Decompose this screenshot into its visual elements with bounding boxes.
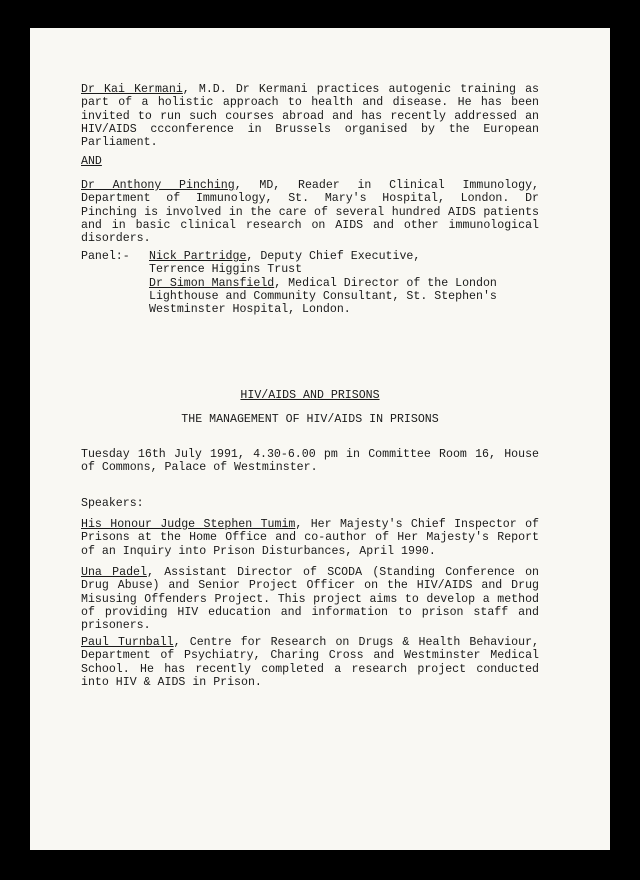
and-separator: AND — [81, 155, 102, 168]
panel-mansfield: Dr Simon Mansfield, Medical Director of the London — [149, 276, 497, 290]
section-title: HIV/AIDS AND PRISONS — [240, 389, 380, 402]
turnball-text: , Centre for Research on Drugs & Health Behaviour, Department of Psychiatry, Charing Cross and Westminster Medical School. He has recently completed a research project conducted into HIV & AIDS in Prison. — [81, 636, 539, 689]
panel-partridge-org: Terrence Higgins Trust — [149, 263, 303, 277]
panel-mansfield-line2: Lighthouse and Community Consultant, St. Stephen's — [149, 289, 497, 303]
padel-text: , Assistant Director of SCODA (Standing Conference on Drug Abuse) and Senior Project Officer on the HIV/AIDS and Drug Misusing Offenders Project. This project aims to develop a method of providing HIV education and information to prison staff and prisoners. — [81, 566, 539, 633]
turnball-bio — [81, 636, 539, 689]
document-page — [30, 28, 610, 850]
panel-partridge: Nick Partridge, Deputy Chief Executive, — [149, 250, 421, 263]
tumim-bio — [81, 518, 539, 558]
pinching-name: Dr Anthony Pinching — [81, 179, 235, 192]
panel-label: Panel:- — [81, 250, 130, 263]
section-subtitle: THE MANAGEMENT OF HIV/AIDS IN PRISONS — [181, 413, 439, 426]
tumim-text: , Her Majesty's Chief Inspector of Prisons at the Home Office and co-author of Her Majesty's Report of an Inquiry into Prison Disturbances, April 1990. — [81, 518, 539, 558]
turnball-name: Paul Turnball — [81, 636, 174, 649]
pinching-bio — [81, 179, 539, 245]
panel-mansfield-line3: Westminster Hospital, London. — [149, 303, 351, 317]
padel-bio — [81, 566, 539, 632]
pinching-text: , MD, Reader in Clinical Immunology, Department of Immunology, St. Mary's Hospital, London. Dr Pinching is involved in the care of several hundred AIDS patients and in basic clinical research on AIDS and other immunological disorders. — [81, 179, 539, 246]
kermani-name: Dr Kai Kermani — [81, 83, 183, 96]
speakers-label: Speakers: — [81, 497, 144, 510]
kermani-text: , M.D. Dr Kermani practices autogenic training as part of a holistic approach to health and disease. He has been invited to run such courses abroad and has recently addressed an HIV/AIDS ccconference in Brussels organised by the European Parliament. — [81, 83, 539, 150]
event-details: Tuesday 16th July 1991, 4.30-6.00 pm in Committee Room 16, House of Commons, Palace of Westminster. — [81, 448, 539, 475]
padel-name: Una Padel — [81, 566, 147, 579]
kermani-bio — [81, 83, 539, 149]
tumim-name: His Honour Judge Stephen Tumim — [81, 518, 296, 531]
